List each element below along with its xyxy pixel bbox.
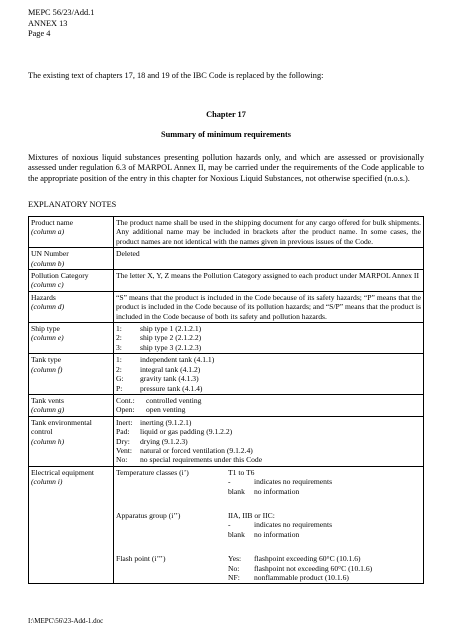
row-label-cell: [29, 217, 114, 248]
row-description: “S” means that the product is included in the Code because of its safety hazards; “P” means that the product is included in the Code because of its pollution hazards; and “S/P” means that the product is included in the Code because of both its safety and pollution hazards.: [114, 291, 424, 322]
item-key: No:: [228, 563, 240, 573]
column-ref: (column a): [31, 227, 65, 237]
list-item: [116, 384, 421, 393]
item-value: ship type 1 (2.1.2.1): [140, 324, 202, 334]
item-value: integral tank (4.1.2): [140, 364, 201, 374]
item-value: flashpoint not exceeding 60°C (10.1.6): [254, 563, 373, 573]
row-label: control: [31, 427, 53, 437]
temperature-classes: [116, 468, 421, 496]
item-value: pressure tank (4.1.4): [140, 383, 203, 393]
column-ref: (column g): [31, 405, 65, 415]
sub-label: Flash point (i’’’): [116, 554, 166, 564]
row-label: Tank type: [31, 355, 62, 365]
table-row: [29, 270, 424, 292]
item-key: Cont.:: [116, 395, 135, 405]
list-item: [116, 437, 421, 446]
item-key: Vent:: [116, 445, 133, 455]
item-key: Yes:: [228, 554, 242, 564]
item-value: no information: [254, 486, 300, 496]
item-key: 2:: [116, 364, 122, 374]
row-label-cell: [29, 323, 114, 354]
list-item: [116, 355, 421, 364]
row-description: Deleted: [114, 248, 424, 270]
item-value: indicates no requirements: [254, 477, 333, 487]
notes-heading: EXPLANATORY NOTES: [28, 200, 117, 209]
explanatory-notes-table: [28, 216, 424, 584]
column-ref: (column c): [31, 280, 64, 290]
footer-path: I:\MEPC\56\23-Add-1.doc: [28, 617, 104, 625]
list-item: [116, 446, 421, 455]
item-key: -: [228, 520, 231, 530]
row-description: [114, 354, 424, 395]
document-header: [28, 8, 94, 40]
table-row: [29, 416, 424, 466]
list-item: [116, 405, 421, 414]
sub-label: Apparatus group (i’’): [116, 510, 181, 520]
row-label: Ship type: [31, 324, 60, 334]
row-label-cell: [29, 248, 114, 270]
list-item: [116, 418, 421, 427]
row-label-cell: [29, 466, 114, 584]
flash-point: [116, 554, 421, 582]
item-key: Open:: [116, 405, 135, 415]
item-value: independent tank (4.1.1): [140, 355, 215, 365]
column-ref: (column b): [31, 258, 65, 268]
item-value: gravity tank (4.1.3): [140, 374, 199, 384]
row-label-cell: [29, 270, 114, 292]
item-value: nonflammable product (10.1.6): [254, 573, 349, 582]
item-value: indicates no requirements: [254, 520, 333, 530]
item-key: 1:: [116, 324, 122, 334]
row-label-cell: [29, 416, 114, 466]
intro-paragraph: Mixtures of noxious liquid substances presenting pollution hazards only, and which are assessed or provisionally assessed under regulation 6.3 of MARPOL Annex II, may be carried under the requirements of the Code applicable to the appropriate position of the entry in this chapter for Noxious Liquid Substances, not otherwise specified (n.o.s.).: [28, 153, 424, 183]
document-symbol: MEPC 56/23/Add.1: [28, 8, 95, 17]
row-description: The letter X, Y, Z means the Pollution Category assigned to each product under MARPOL Annex II: [114, 270, 424, 292]
list-item: [116, 396, 421, 405]
item-key: P:: [116, 383, 123, 393]
row-description: [114, 416, 424, 466]
item-value: flashpoint exceeding 60°C (10.1.6): [254, 554, 361, 564]
column-ref: (column h): [31, 436, 65, 446]
page-number: Page 4: [28, 29, 51, 38]
table-row: [29, 248, 424, 270]
apparatus-group: [116, 511, 421, 539]
item-value: liquid or gas padding (9.1.2.2): [140, 427, 233, 437]
row-description: The product name shall be used in the shipping document for any cargo offered for bulk shipments. Any additional name may be included in brackets after the product name. In some cases, the product names are not identical with the names given in previous issues of the Code.: [114, 217, 424, 248]
row-description: [114, 323, 424, 354]
item-value: ship type 3 (2.1.2.3): [140, 342, 202, 352]
column-ref: (column f): [31, 364, 63, 374]
item-key: No:: [116, 455, 128, 465]
table-row: [29, 354, 424, 395]
list-item: [116, 427, 421, 436]
item-key: G:: [116, 374, 124, 384]
item-key: blank: [228, 529, 245, 539]
row-label: UN Number: [31, 249, 69, 259]
item-key: 3:: [116, 342, 122, 352]
list-item: [116, 455, 421, 464]
sub-value: IIA, IIB or IIC:: [228, 510, 275, 520]
column-ref: (column e): [31, 333, 64, 343]
row-label: Tank environmental: [31, 417, 92, 427]
item-key: Dry:: [116, 436, 130, 446]
table-row: [29, 217, 424, 248]
row-label: Electrical equipment: [31, 467, 95, 477]
item-key: -: [228, 477, 231, 487]
row-label: Hazards: [31, 292, 56, 302]
table-row: [29, 291, 424, 322]
list-item: [116, 333, 421, 342]
table-row: [29, 323, 424, 354]
row-description: [114, 466, 424, 584]
sub-label: Temperature classes (i’): [116, 467, 189, 477]
column-ref: (column d): [31, 302, 65, 312]
item-value: drying (9.1.2.3): [140, 436, 188, 446]
list-item: [116, 365, 421, 374]
chapter-subtitle: Summary of minimum requirements: [161, 130, 291, 139]
column-ref: (column i): [31, 477, 63, 487]
row-label: Product name: [31, 218, 73, 227]
item-key: 1:: [116, 355, 122, 365]
item-value: open venting: [146, 405, 186, 415]
chapter-title: Chapter 17: [206, 110, 246, 119]
row-label-cell: [29, 291, 114, 322]
list-item: [116, 343, 421, 352]
item-value: no information: [254, 529, 300, 539]
table-row: [29, 466, 424, 584]
list-item: [116, 324, 421, 333]
item-value: no special requirements under this Code: [140, 455, 263, 465]
item-key: 2:: [116, 333, 122, 343]
list-item: [116, 374, 421, 383]
sub-value: T1 to T6: [228, 467, 255, 477]
item-key: blank: [228, 486, 245, 496]
annex-number: ANNEX 13: [28, 18, 68, 28]
row-description: [114, 394, 424, 416]
item-key: Pad:: [116, 427, 130, 437]
item-value: controlled venting: [146, 395, 202, 405]
table-row: [29, 394, 424, 416]
item-value: ship type 2 (2.1.2.2): [140, 333, 202, 343]
item-value: natural or forced ventilation (9.1.2.4): [140, 445, 253, 455]
row-label-cell: [29, 394, 114, 416]
row-label-cell: [29, 354, 114, 395]
row-label: Pollution Category: [31, 271, 89, 281]
item-key: Inert:: [116, 417, 133, 427]
intro-text: The existing text of chapters 17, 18 and 19 of the IBC Code is replaced by the following:: [28, 71, 324, 80]
row-label: Tank vents: [31, 395, 64, 405]
item-value: inerting (9.1.2.1): [140, 417, 192, 427]
item-key: NF:: [228, 573, 240, 582]
